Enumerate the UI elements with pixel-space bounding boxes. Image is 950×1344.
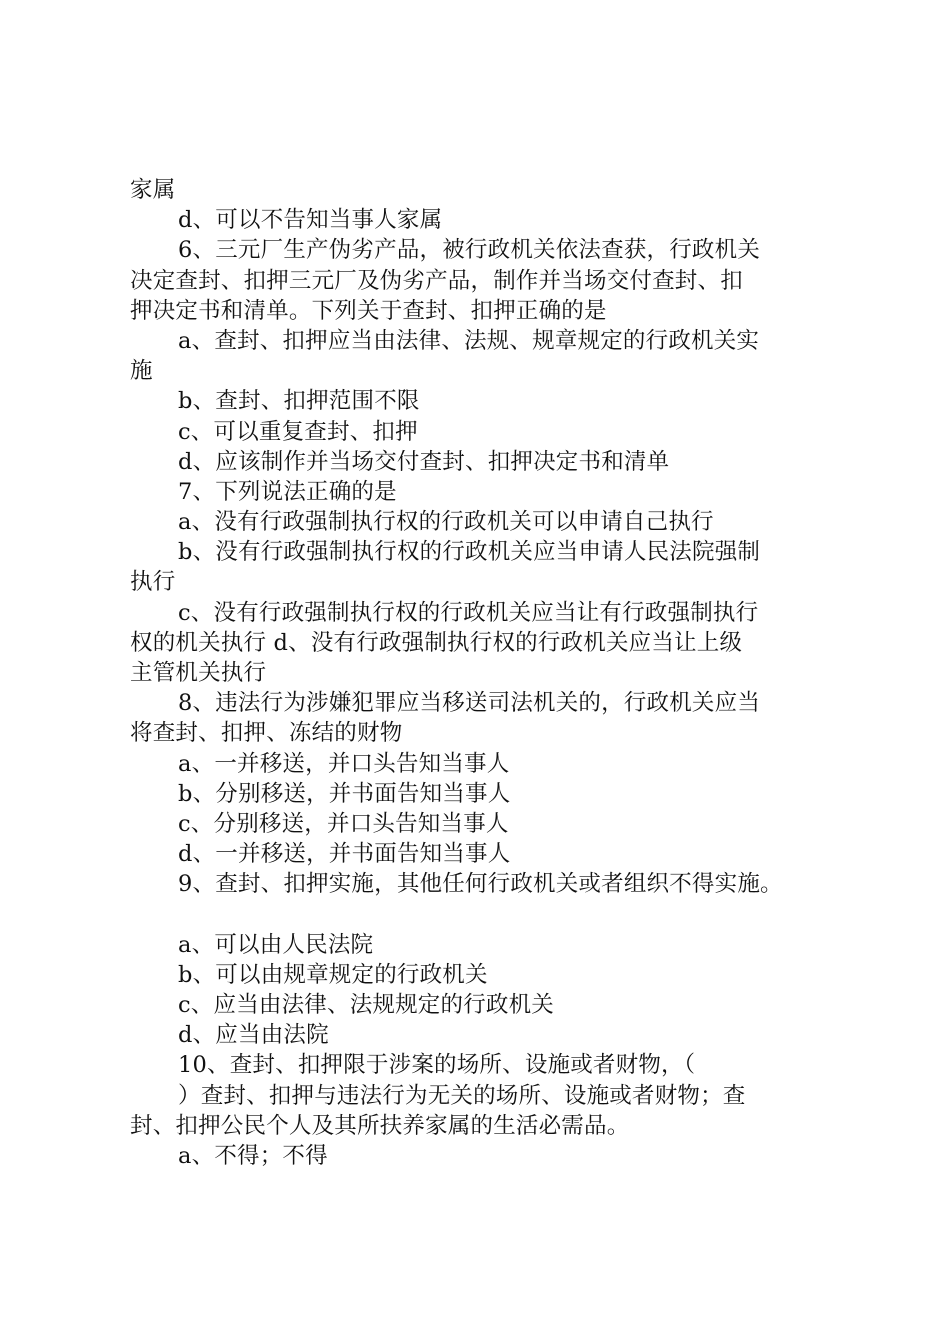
option-line: a、没有行政强制执行权的行政机关可以申请自己执行 xyxy=(178,509,714,536)
option-line: d、可以不告知当事人家属 xyxy=(178,207,443,234)
text-line: 执行 xyxy=(130,569,176,596)
document-page xyxy=(130,175,835,1171)
question-line: 9、查封、扣押实施，其他任何行政机关或者组织不得实施。 xyxy=(178,871,783,898)
option-line: c、分别移送，并口头告知当事人 xyxy=(178,810,509,837)
option-line: d、一并移送，并书面告知当事人 xyxy=(178,841,511,868)
text-line: 押决定书和清单。下列关于查封、扣押正确的是 xyxy=(130,297,607,324)
text-line: ）查封、扣押与违法行为无关的场所、设施或者财物；查 xyxy=(178,1082,746,1109)
option-line: a、一并移送，并口头告知当事人 xyxy=(178,750,510,777)
text-line: 将查封、扣押、冻结的财物 xyxy=(130,720,403,747)
option-line: b、可以由规章规定的行政机关 xyxy=(178,961,488,988)
question-line: 7、下列说法正确的是 xyxy=(178,478,397,505)
question-line: 6、三元厂生产伪劣产品，被行政机关依法查获，行政机关 xyxy=(178,237,761,264)
option-line: c、应当由法律、法规规定的行政机关 xyxy=(178,992,555,1019)
text-line: 封、扣押公民个人及其所扶养家属的生活必需品。 xyxy=(130,1112,630,1139)
option-line: a、不得；不得 xyxy=(178,1143,328,1169)
question-line: 10、查封、扣押限于涉案的场所、设施或者财物，（ xyxy=(178,1052,696,1079)
text-line: 权的机关执行 d、没有行政强制执行权的行政机关应当让上级 xyxy=(130,629,743,656)
option-line: c、没有行政强制执行权的行政机关应当让有行政强制执行 xyxy=(178,599,759,626)
option-line: a、查封、扣押应当由法律、法规、规章规定的行政机关实 xyxy=(178,327,760,354)
option-line: d、应该制作并当场交付查封、扣押决定书和清单 xyxy=(178,448,670,475)
option-line: b、分别移送，并书面告知当事人 xyxy=(178,780,511,807)
option-line: c、可以重复查封、扣押 xyxy=(178,418,418,445)
text-line: 家属 xyxy=(130,177,176,203)
text-line: 主管机关执行 xyxy=(130,660,267,686)
option-line: b、没有行政强制执行权的行政机关应当申请人民法院强制 xyxy=(178,539,761,566)
option-line: a、可以由人民法院 xyxy=(178,931,374,958)
blank-line xyxy=(130,900,835,930)
question-line: 8、违法行为涉嫌犯罪应当移送司法机关的，行政机关应当 xyxy=(178,690,761,717)
text-line: 施 xyxy=(130,358,153,385)
option-line: b、查封、扣押范围不限 xyxy=(178,388,420,415)
option-line: d、应当由法院 xyxy=(178,1022,329,1049)
text-line: 决定查封、扣押三元厂及伪劣产品，制作并当场交付查封、扣 xyxy=(130,267,743,294)
